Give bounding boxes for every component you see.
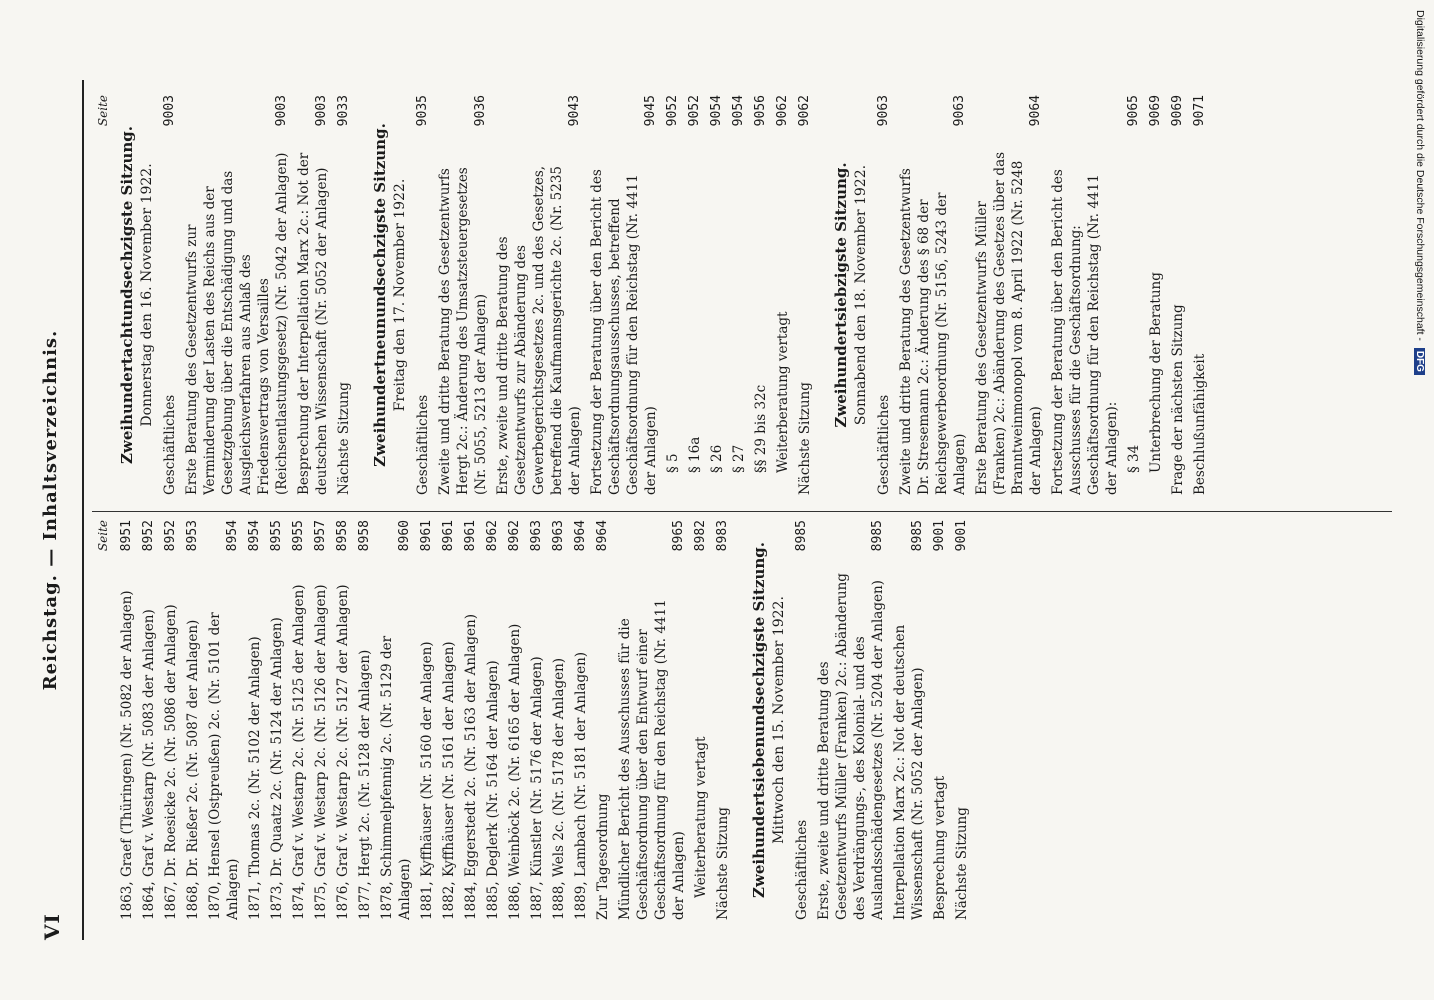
toc-entry-text: Mündlicher Bericht des Ausschusses für die Geschäftsordnung über den Entwurf einer Geschäftsordnung für den Reichstag (Nr. 4411 der Anlagen) (617, 599, 687, 920)
toc-entry (436, 95, 490, 495)
toc-entry (730, 95, 748, 495)
section-title: Zweihundertsiebenundsechzigste Sitzung. (750, 542, 768, 898)
toc-entry-text: Erste, zweite und dritte Beratung des Gesetzentwurfs zur Abänderung des Gewerbegerichtsgesetzes 2c. und des Gesetzes, betreffend die Kaufmannsgerichte 2c. (Nr. 5235 der Anlagen) (495, 165, 583, 495)
seite-label: Seite (96, 95, 110, 127)
dfg-logo: DFG (1414, 348, 1425, 375)
section-title: Zweihundertsiebzigste Sitzung. (832, 162, 850, 428)
toc-entry-text: Unterbrechung der Beratung (1148, 272, 1164, 473)
toc-entry-text: § 27 (731, 444, 747, 473)
section-title: Zweihundertneunundsechzigste Sitzung. (371, 123, 389, 467)
toc-entry-text: 1876, Graf v. Westarp 2c. (Nr. 5127 der Anlagen) (335, 584, 351, 920)
toc-entry-text: Zweite und dritte Beratung des Gesetzentwurfs Dr. Stresemann 2c.: Änderung des § 68 der Reichsgewerbeordnung (Nr. 5156, 5243 der Anlagen) (898, 168, 968, 495)
toc-entry-text: Erste, zweite und dritte Beratung des Gesetzentwurfs Müller (Franken) 2c.: Abänderung des Verdrängungs-, des Kolonial- und des Auslandsschädengesetzes (Nr. 5204 der Anlagen) (816, 573, 886, 920)
toc-entry-text: 1882, Kyffhäuser (Nr. 5161 der Anlagen) (441, 641, 457, 920)
toc-entry-page: 8982 (693, 520, 708, 552)
toc-entry (246, 520, 264, 920)
toc-entry-text: Fortsetzung der Beratung über den Bericht des Geschäftsordnungsausschusses, betreffend Geschäftsordnung für den Reichstag (Nr. 4411 der Anlagen) (589, 169, 659, 495)
toc-entry (528, 520, 546, 920)
toc-entry-page: 8957 (313, 520, 328, 552)
toc-entry-page: 9001 (932, 520, 947, 552)
toc-entry-page: 8962 (507, 520, 522, 552)
section-heading (832, 95, 869, 495)
toc-entry (494, 95, 584, 495)
toc-entry-page: 9035 (415, 95, 430, 127)
entry-list (793, 520, 971, 920)
section-heading (371, 95, 408, 495)
toc-entry-text: 1885, Deglerk (Nr. 5164 der Anlagen) (485, 660, 501, 920)
toc-entry-text: § 16a (687, 436, 703, 473)
page-header (36, 80, 84, 940)
toc-entry-page: 9071 (1192, 95, 1207, 127)
toc-entry-page: 8955 (291, 520, 306, 552)
toc-entry (118, 520, 136, 920)
toc-entry-text: 1889, Lambach (Nr. 5181 der Anlagen) (573, 651, 589, 920)
credit-text: Digitalisierung gefördert durch die Deutsche Forschungsgemeinschaft - (1414, 10, 1426, 341)
toc-entry (616, 520, 688, 920)
credit-strip (1412, 10, 1430, 990)
toc-entry (162, 520, 180, 920)
toc-entry-text: Geschäftliches (794, 819, 810, 920)
toc-entry (953, 520, 971, 920)
toc-entry-text: 1870, Hensel (Ostpreußen) 2c. (Nr. 5101 der Anlagen) (207, 612, 241, 920)
toc-entry-page: 9052 (687, 95, 702, 127)
toc-entry (708, 95, 726, 495)
toc-entry-page: 8961 (463, 520, 478, 552)
toc-entry-text: Nächste Sitzung (336, 382, 352, 495)
toc-entry-page: 8963 (529, 520, 544, 552)
toc-entry-text: Frage der nächsten Sitzung (1170, 304, 1186, 495)
toc-entry-text: Nächste Sitzung (797, 382, 813, 495)
toc-entry-text: Geschäftliches (162, 394, 178, 495)
toc-entry-text: 1887, Künstler (Nr. 5176 der Anlagen) (529, 656, 545, 920)
toc-entry-page: 8958 (357, 520, 372, 552)
toc-entry-page: 9062 (775, 95, 790, 127)
toc-entry-text: 1868, Dr. Rießer 2c. (Nr. 5087 der Anlagen) (185, 619, 201, 920)
toc-entry (714, 520, 732, 920)
page-title: Reichstag. — Inhaltsverzeichnis. (40, 329, 61, 691)
toc-entry (692, 520, 710, 920)
toc-entry (931, 520, 949, 920)
toc-entry-page: 9054 (709, 95, 724, 127)
toc-entry-page: 9054 (731, 95, 746, 127)
toc-entry-text: 1875, Graf v. Westarp 2c. (Nr. 5126 der Anlagen) (313, 584, 329, 920)
toc-entry-page: 9052 (665, 95, 680, 127)
section-heading (118, 95, 155, 495)
toc-entry-text: 1881, Kyffhäuser (Nr. 5160 der Anlagen) (419, 641, 435, 920)
toc-entry (664, 95, 682, 495)
seite-label: Seite (96, 520, 110, 552)
toc-entry-page: 8960 (397, 520, 412, 552)
toc-entry-page: 8961 (419, 520, 434, 552)
toc-entry (550, 520, 568, 920)
toc-entry-text: 1873, Dr. Quaatz 2c. (Nr. 5124 der Anlagen) (269, 617, 285, 920)
toc-entry-page: 9063 (952, 95, 967, 127)
toc-entry-page: 8985 (870, 520, 885, 552)
toc-entry (506, 520, 524, 920)
toc-entry-text: Zweite und dritte Beratung des Gesetzentwurfs Hergt 2c.: Änderung des Umsatzsteuergesetzes (Nr. 5055, 5213 der Anlagen) (437, 167, 489, 495)
toc-entry-page: 9069 (1170, 95, 1185, 127)
toc-entry (335, 95, 353, 495)
toc-entry-page: 8955 (269, 520, 284, 552)
toc-entry-text: 1888, Wels 2c. (Nr. 5178 der Anlagen) (551, 657, 567, 920)
toc-entry (184, 520, 202, 920)
toc-entry (1049, 95, 1121, 495)
toc-entry-text: 1864, Graf v. Westarp (Nr. 5083 der Anlagen) (141, 609, 157, 920)
toc-entry-text: 1867, Dr. Roesicke 2c. (Nr. 5086 der Anlagen) (163, 604, 179, 920)
toc-entry (796, 95, 814, 495)
toc-entry (897, 95, 969, 495)
toc-entry-page: 9045 (643, 95, 658, 127)
toc-entry-page: 9003 (162, 95, 177, 127)
toc-entry (140, 520, 158, 920)
toc-entry (1147, 95, 1165, 495)
toc-entry-page: 9065 (1126, 95, 1141, 127)
toc-entry (875, 95, 893, 495)
page-number: VI (40, 913, 64, 940)
toc-entry-text: Weiterberatung vertagt (775, 311, 791, 473)
section-heading (750, 520, 787, 920)
toc-entry-text: Erste Beratung des Gesetzentwurfs zur Verminderung der Lasten des Reichs aus der Gesetzgebung über die Entschädigung und das Ausgleichsverfahren aus Anlaß des Friedensvertrags von Versailles (Reichsentlastungsgesetz) (Nr. 5042 der Anlagen) (184, 152, 290, 495)
toc-entry (290, 520, 308, 920)
toc-entry-page: 8983 (715, 520, 730, 552)
toc-entry-page: 8985 (794, 520, 809, 552)
toc-entry-text: § 34 (1126, 444, 1142, 473)
toc-entry-text: Weiterberatung vertagt (693, 736, 709, 898)
toc-entry-text: Erste Beratung des Gesetzentwurfs Müller (Franken) 2c.: Abänderung des Gesetzes über das Branntweinmonopol vom 8. April 1922 (Nr. 5248 der Anlagen) (974, 151, 1044, 495)
toc-entry-page: 8985 (910, 520, 925, 552)
toc-entry (774, 95, 792, 495)
toc-entry-page: 9056 (753, 95, 768, 127)
section-title: Zweihundertachtundsechzigste Sitzung. (118, 125, 136, 465)
section-date: Sonnabend den 18. November 1922. (853, 164, 869, 426)
toc-entry-text: 1863, Graef (Thüringen) (Nr. 5082 der Anlagen) (119, 590, 135, 920)
section-date: Donnerstag den 16. November 1922. (139, 163, 155, 427)
toc-entry (752, 95, 770, 495)
column-divider (92, 511, 1392, 512)
toc-entry-text: 1874, Graf v. Westarp 2c. (Nr. 5125 der Anlagen) (291, 584, 307, 920)
toc-entry-page: 9001 (954, 520, 969, 552)
toc-entry (973, 95, 1045, 495)
section-date: Freitag den 17. November 1922. (392, 178, 408, 412)
entry-list (161, 95, 353, 495)
toc-entry (594, 520, 612, 920)
toc-entry-text: § 5 (665, 453, 681, 473)
credit-line (1414, 10, 1426, 990)
toc-entry-page: 8965 (671, 520, 686, 552)
toc-entry (334, 520, 352, 920)
toc-entry-page: 8961 (441, 520, 456, 552)
toc-entry-page: 8954 (247, 520, 262, 552)
toc-entry (183, 95, 291, 495)
toc-entry-text: 1878, Schimmelpfennig 2c. (Nr. 5129 der Anlagen) (379, 635, 413, 920)
toc-entry (793, 520, 811, 920)
toc-entry-page: 9003 (314, 95, 329, 127)
toc-entry-text: §§ 29 bis 32c (753, 384, 769, 473)
toc-entry (356, 520, 374, 920)
toc-entry-text: Zur Tagesordnung (595, 793, 611, 920)
toc-entry-text: Besprechung der Interpellation Marx 2c.: Not der deutschen Wissenschaft (Nr. 5052 der Anlagen) (296, 152, 330, 495)
toc-entry-text: Nächste Sitzung (715, 807, 731, 920)
toc-entry (414, 95, 432, 495)
toc-entry-page: 9069 (1148, 95, 1163, 127)
toc-entry (268, 520, 286, 920)
toc-entry-page: 9033 (336, 95, 351, 127)
toc-entry-text: Geschäftliches (876, 394, 892, 495)
toc-entry-text: Besprechung vertagt (932, 775, 948, 920)
toc-entry (440, 520, 458, 920)
toc-entry-text: 1884, Eggerstedt 2c. (Nr. 5163 der Anlagen) (463, 613, 479, 920)
entry-list (118, 520, 732, 920)
toc-entry (206, 520, 242, 920)
toc-entry-page: 9062 (797, 95, 812, 127)
entry-list (414, 95, 814, 495)
toc-entry-page: 9003 (274, 95, 289, 127)
header-rule (82, 80, 84, 940)
right-column (96, 95, 1213, 495)
toc-entry-page: 8964 (573, 520, 588, 552)
toc-entry-text: Fortsetzung der Beratung über den Bericht des Ausschusses für die Geschäftsordnung: Geschäftsordnung für den Reichstag (Nr. 4411 der Anlagen): (1050, 169, 1120, 495)
toc-entry-text: Geschäftliches (415, 394, 431, 495)
toc-entry-page: 9063 (876, 95, 891, 127)
toc-entry (378, 520, 414, 920)
toc-entry (161, 95, 179, 495)
toc-entry (815, 520, 887, 920)
toc-entry-page: 8951 (119, 520, 134, 552)
toc-entry-page: 9043 (567, 95, 582, 127)
toc-entry (588, 95, 660, 495)
toc-entry-page: 8964 (595, 520, 610, 552)
toc-entry (1169, 95, 1187, 495)
toc-entry-page: 8954 (225, 520, 240, 552)
toc-entry (1125, 95, 1143, 495)
toc-entry (572, 520, 590, 920)
toc-entry-text: 1871, Thomas 2c. (Nr. 5102 der Anlagen) (247, 636, 263, 920)
toc-entry-page: 9036 (473, 95, 488, 127)
toc-entry-text: 1886, Weinböck 2c. (Nr. 6165 der Anlagen) (507, 623, 523, 920)
toc-entry (295, 95, 331, 495)
toc-entry (1191, 95, 1209, 495)
toc-entry (686, 95, 704, 495)
toc-entry-page: 8958 (335, 520, 350, 552)
toc-entry (484, 520, 502, 920)
toc-entry-text: Nächste Sitzung (954, 807, 970, 920)
section-date: Mittwoch den 15. November 1922. (771, 596, 787, 844)
toc-entry (462, 520, 480, 920)
left-column (96, 520, 975, 920)
toc-entry-page: 8953 (185, 520, 200, 552)
toc-entry (891, 520, 927, 920)
toc-entry-page: 8952 (163, 520, 178, 552)
toc-entry-page: 9064 (1028, 95, 1043, 127)
toc-entry-text: Beschlußunfähigkeit (1192, 353, 1208, 495)
entry-list (875, 95, 1209, 495)
toc-entry-page: 8962 (485, 520, 500, 552)
toc-entry-page: 8963 (551, 520, 566, 552)
toc-entry (312, 520, 330, 920)
toc-entry-text: 1877, Hergt 2c. (Nr. 5128 der Anlagen) (357, 649, 373, 920)
toc-entry-text: Interpellation Marx 2c.: Not der deutschen Wissenschaft (Nr. 5052 der Anlagen) (892, 624, 926, 920)
toc-entry-page: 8952 (141, 520, 156, 552)
toc-entry-text: § 26 (709, 444, 725, 473)
toc-entry (418, 520, 436, 920)
